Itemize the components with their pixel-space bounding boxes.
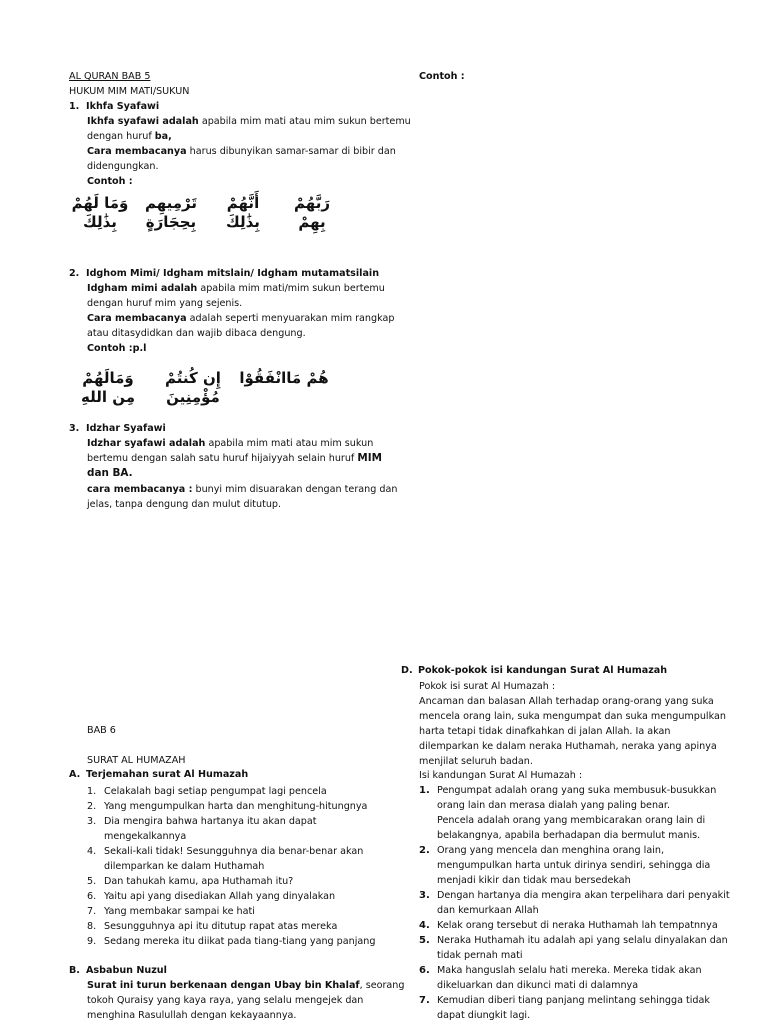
pokok-line: harta tetapi tidak dinafkahkan di jalan Allah. Ia akan bbox=[419, 726, 671, 737]
idzhar-definition-line-2 bbox=[87, 451, 382, 466]
cara-text: adalah seperti menyuarakan mim rangkap bbox=[186, 313, 395, 324]
item-text: Yang membakar sampai ke hati bbox=[104, 906, 255, 917]
section-number: 2. bbox=[69, 268, 80, 279]
term: Idgham mimi adalah bbox=[87, 283, 198, 294]
cara-text: bunyi mim disuarakan dengan terang dan bbox=[192, 484, 398, 495]
item-text: mengekalkannya bbox=[104, 831, 187, 842]
section-b-heading bbox=[69, 963, 167, 978]
definition-text: apabila mim mati atau mim sukun bertemu bbox=[198, 116, 411, 127]
idzhar-cara-line-1 bbox=[87, 482, 397, 497]
idzhar-definition-line-3: dan BA. bbox=[87, 467, 133, 479]
item-text: Dia mengira bahwa hartanya itu akan dapat bbox=[104, 816, 317, 827]
item-number: 4. bbox=[87, 846, 97, 857]
item-number: 4. bbox=[419, 920, 430, 931]
item-text: Sekali-kali tidak! Sesungguhnya dia benar-benar akan bbox=[104, 846, 364, 857]
item-text: Celakalah bagi setiap pengumpat lagi pencela bbox=[104, 786, 327, 797]
contoh-label: Contoh : bbox=[419, 71, 465, 82]
contoh-label: Contoh :p.l bbox=[87, 343, 147, 354]
item-number: 7. bbox=[419, 995, 430, 1006]
item-text: Orang yang mencela dan menghina orang lain, bbox=[437, 845, 664, 856]
item-number: 3. bbox=[419, 890, 430, 901]
idzhar-definition-line-1 bbox=[87, 436, 373, 451]
arabic-example: أَنَّهُمْ بِذَٰلِكَ bbox=[226, 194, 260, 231]
idzhar-cara-line-2: jelas, tanpa dengung dan mulut ditutup. bbox=[87, 499, 282, 510]
asbab-text: , seorang bbox=[359, 980, 405, 991]
section-title: Pokok-pokok isi kandungan Surat Al Humazah bbox=[418, 665, 668, 676]
idgham-cara-line-1 bbox=[87, 311, 394, 326]
item-text: Pengumpat adalah orang yang suka membusuk-busukkan bbox=[437, 785, 717, 796]
definition-text: apabila mim mati atau mim sukun bbox=[205, 438, 374, 449]
arabic-example: وَمَالَهُمْ مِن اللهِ bbox=[80, 369, 135, 406]
section-1-heading bbox=[69, 99, 159, 114]
arabic-example: رَبَّهُمْ بِهِمْ bbox=[294, 194, 330, 231]
surah-title: SURAT AL HUMAZAH bbox=[87, 755, 186, 766]
asbab-line-1 bbox=[87, 978, 404, 993]
section-number: 1. bbox=[69, 101, 80, 112]
idgham-definition-line-1 bbox=[87, 281, 385, 296]
section-letter: B. bbox=[69, 965, 80, 976]
section-a-heading bbox=[69, 767, 248, 782]
item-text: Yaitu api yang disediakan Allah yang dinyalakan bbox=[104, 891, 336, 902]
arabic-example: تَرْمِيهِم بِحِجَارَةٍ bbox=[144, 194, 198, 231]
item-text: Maka hanguslah selalu hati mereka. Mereka tidak akan bbox=[437, 965, 702, 976]
item-text: Dan tahukah kamu, apa Huthamah itu? bbox=[104, 876, 294, 887]
item-text: tidak pernah mati bbox=[437, 950, 523, 961]
item-number: 3. bbox=[87, 816, 97, 827]
arabic-example: إِن كُنتُمْ مُؤْمِنِينَ bbox=[165, 369, 221, 406]
item-number: 2. bbox=[87, 801, 97, 812]
section-number: 3. bbox=[69, 423, 80, 434]
item-text: dilemparkan ke dalam Huthamah bbox=[104, 861, 265, 872]
idgham-cara-line-2: atau ditasydidkan dan wajib dibaca dengung. bbox=[87, 328, 306, 339]
term: Cara membacanya bbox=[87, 146, 187, 157]
chapter-subtitle: HUKUM MIM MATI/SUKUN bbox=[69, 86, 190, 97]
pokok-line: Ancaman dan balasan Allah terhadap orang-orang yang suka bbox=[419, 696, 714, 707]
item-number: 5. bbox=[87, 876, 97, 887]
item-text: Yang mengumpulkan harta dan menghitung-hitungnya bbox=[104, 801, 368, 812]
section-letter: D. bbox=[401, 665, 413, 676]
item-text: dapat diungkit lagi. bbox=[437, 1010, 531, 1021]
item-text: dikeluarkan dan dikunci mati di dalamnya bbox=[437, 980, 639, 991]
term: cara membacanya : bbox=[87, 484, 193, 495]
asbab-bold-text: Surat ini turun berkenaan dengan Ubay bin Khalaf bbox=[87, 980, 360, 991]
pokok-line: dilemparkan ke dalam neraka Huthamah, neraka yang apinya bbox=[419, 741, 717, 752]
item-number: 2. bbox=[419, 845, 430, 856]
pokok-line: mencela orang lain, suka mengumpat dan suka mengumpulkan bbox=[419, 711, 726, 722]
contoh-label: Contoh : bbox=[87, 176, 133, 187]
section-3-heading bbox=[69, 421, 166, 436]
term: Ikhfa syafawi adalah bbox=[87, 116, 199, 127]
letter-mim: MIM bbox=[357, 452, 382, 464]
section-letter: A. bbox=[69, 769, 81, 780]
item-number: 1. bbox=[419, 785, 430, 796]
term: Cara membacanya bbox=[87, 313, 187, 324]
section-2-heading bbox=[69, 266, 379, 281]
section-title: Idzhar Syafawi bbox=[86, 423, 166, 434]
item-text: Neraka Huthamah itu adalah api yang selalu dinyalakan dan bbox=[437, 935, 728, 946]
item-text: Sedang mereka itu diikat pada tiang-tiang yang panjang bbox=[104, 936, 376, 947]
definition-text: dengan huruf bbox=[87, 131, 155, 142]
item-number: 8. bbox=[87, 921, 97, 932]
definition-text: apabila mim mati/mim sukun bertemu bbox=[197, 283, 385, 294]
item-text: menjadi kikir dan tidak mau bersedekah bbox=[437, 875, 631, 886]
item-number: 1. bbox=[87, 786, 97, 797]
item-number: 7. bbox=[87, 906, 97, 917]
item-number: 6. bbox=[419, 965, 430, 976]
definition-text: bertemu dengan salah satu huruf hijaiyyah selain huruf bbox=[87, 453, 358, 464]
item-text: orang lain dan merasa dialah yang paling benar. bbox=[437, 800, 671, 811]
item-text: Kemudian diberi tiang panjang melintang sehingga tidak bbox=[437, 995, 710, 1006]
term: Idzhar syafawi adalah bbox=[87, 438, 206, 449]
asbab-line-2: tokoh Quraisy yang kaya raya, yang selalu mengejek dan bbox=[87, 995, 364, 1006]
section-title: Idghom Mimi/ Idgham mitslain/ Idgham mutamatsilain bbox=[86, 268, 380, 279]
cara-text: harus dibunyikan samar-samar di bibir dan bbox=[186, 146, 396, 157]
item-text: Dengan hartanya dia mengira akan terpelihara dari penyakit bbox=[437, 890, 730, 901]
isi-label: Isi kandungan Surat Al Humazah : bbox=[419, 770, 583, 781]
ikhfa-definition-line-2 bbox=[87, 129, 172, 144]
chapter-6-title: BAB 6 bbox=[87, 725, 116, 736]
letter-ba: ba, bbox=[154, 131, 172, 142]
section-d-heading bbox=[401, 663, 667, 678]
pokok-label: Pokok isi surat Al Humazah : bbox=[419, 681, 556, 692]
chapter-title: AL QURAN BAB 5 bbox=[69, 71, 151, 82]
item-text: Kelak orang tersebut di neraka Huthamah lah tempatnnya bbox=[437, 920, 718, 931]
item-text: Sesungguhnya api itu ditutup rapat atas mereka bbox=[104, 921, 338, 932]
arabic-example: هُمْ مَاانْفَقُوْا bbox=[239, 369, 329, 387]
item-text: mengumpulkan harta untuk dirinya sendiri, sehingga dia bbox=[437, 860, 711, 871]
idgham-definition-line-2: dengan huruf mim yang sejenis. bbox=[87, 298, 243, 309]
item-text: belakangnya, apabila berhadapan dia bermulut manis. bbox=[437, 830, 701, 841]
ikhfa-definition-line-1 bbox=[87, 114, 411, 129]
section-title: Terjemahan surat Al Humazah bbox=[86, 769, 249, 780]
section-title: Asbabun Nuzul bbox=[86, 965, 167, 976]
ikhfa-cara-line-2: didengungkan. bbox=[87, 161, 159, 172]
item-text: Pencela adalah orang yang membicarakan orang lain di bbox=[437, 815, 706, 826]
asbab-line-3: menghina Rasulullah dengan kekayaannya. bbox=[87, 1010, 297, 1021]
section-title: Ikhfa Syafawi bbox=[86, 101, 160, 112]
item-text: dan kemurkaan Allah bbox=[437, 905, 539, 916]
ikhfa-cara-line-1 bbox=[87, 144, 396, 159]
item-number: 6. bbox=[87, 891, 97, 902]
item-number: 5. bbox=[419, 935, 430, 946]
item-number: 9. bbox=[87, 936, 97, 947]
arabic-example: وَمَا لَهُمْ بِذَٰلِكَ bbox=[71, 194, 129, 231]
pokok-line: menjilat seluruh badan. bbox=[419, 756, 533, 767]
